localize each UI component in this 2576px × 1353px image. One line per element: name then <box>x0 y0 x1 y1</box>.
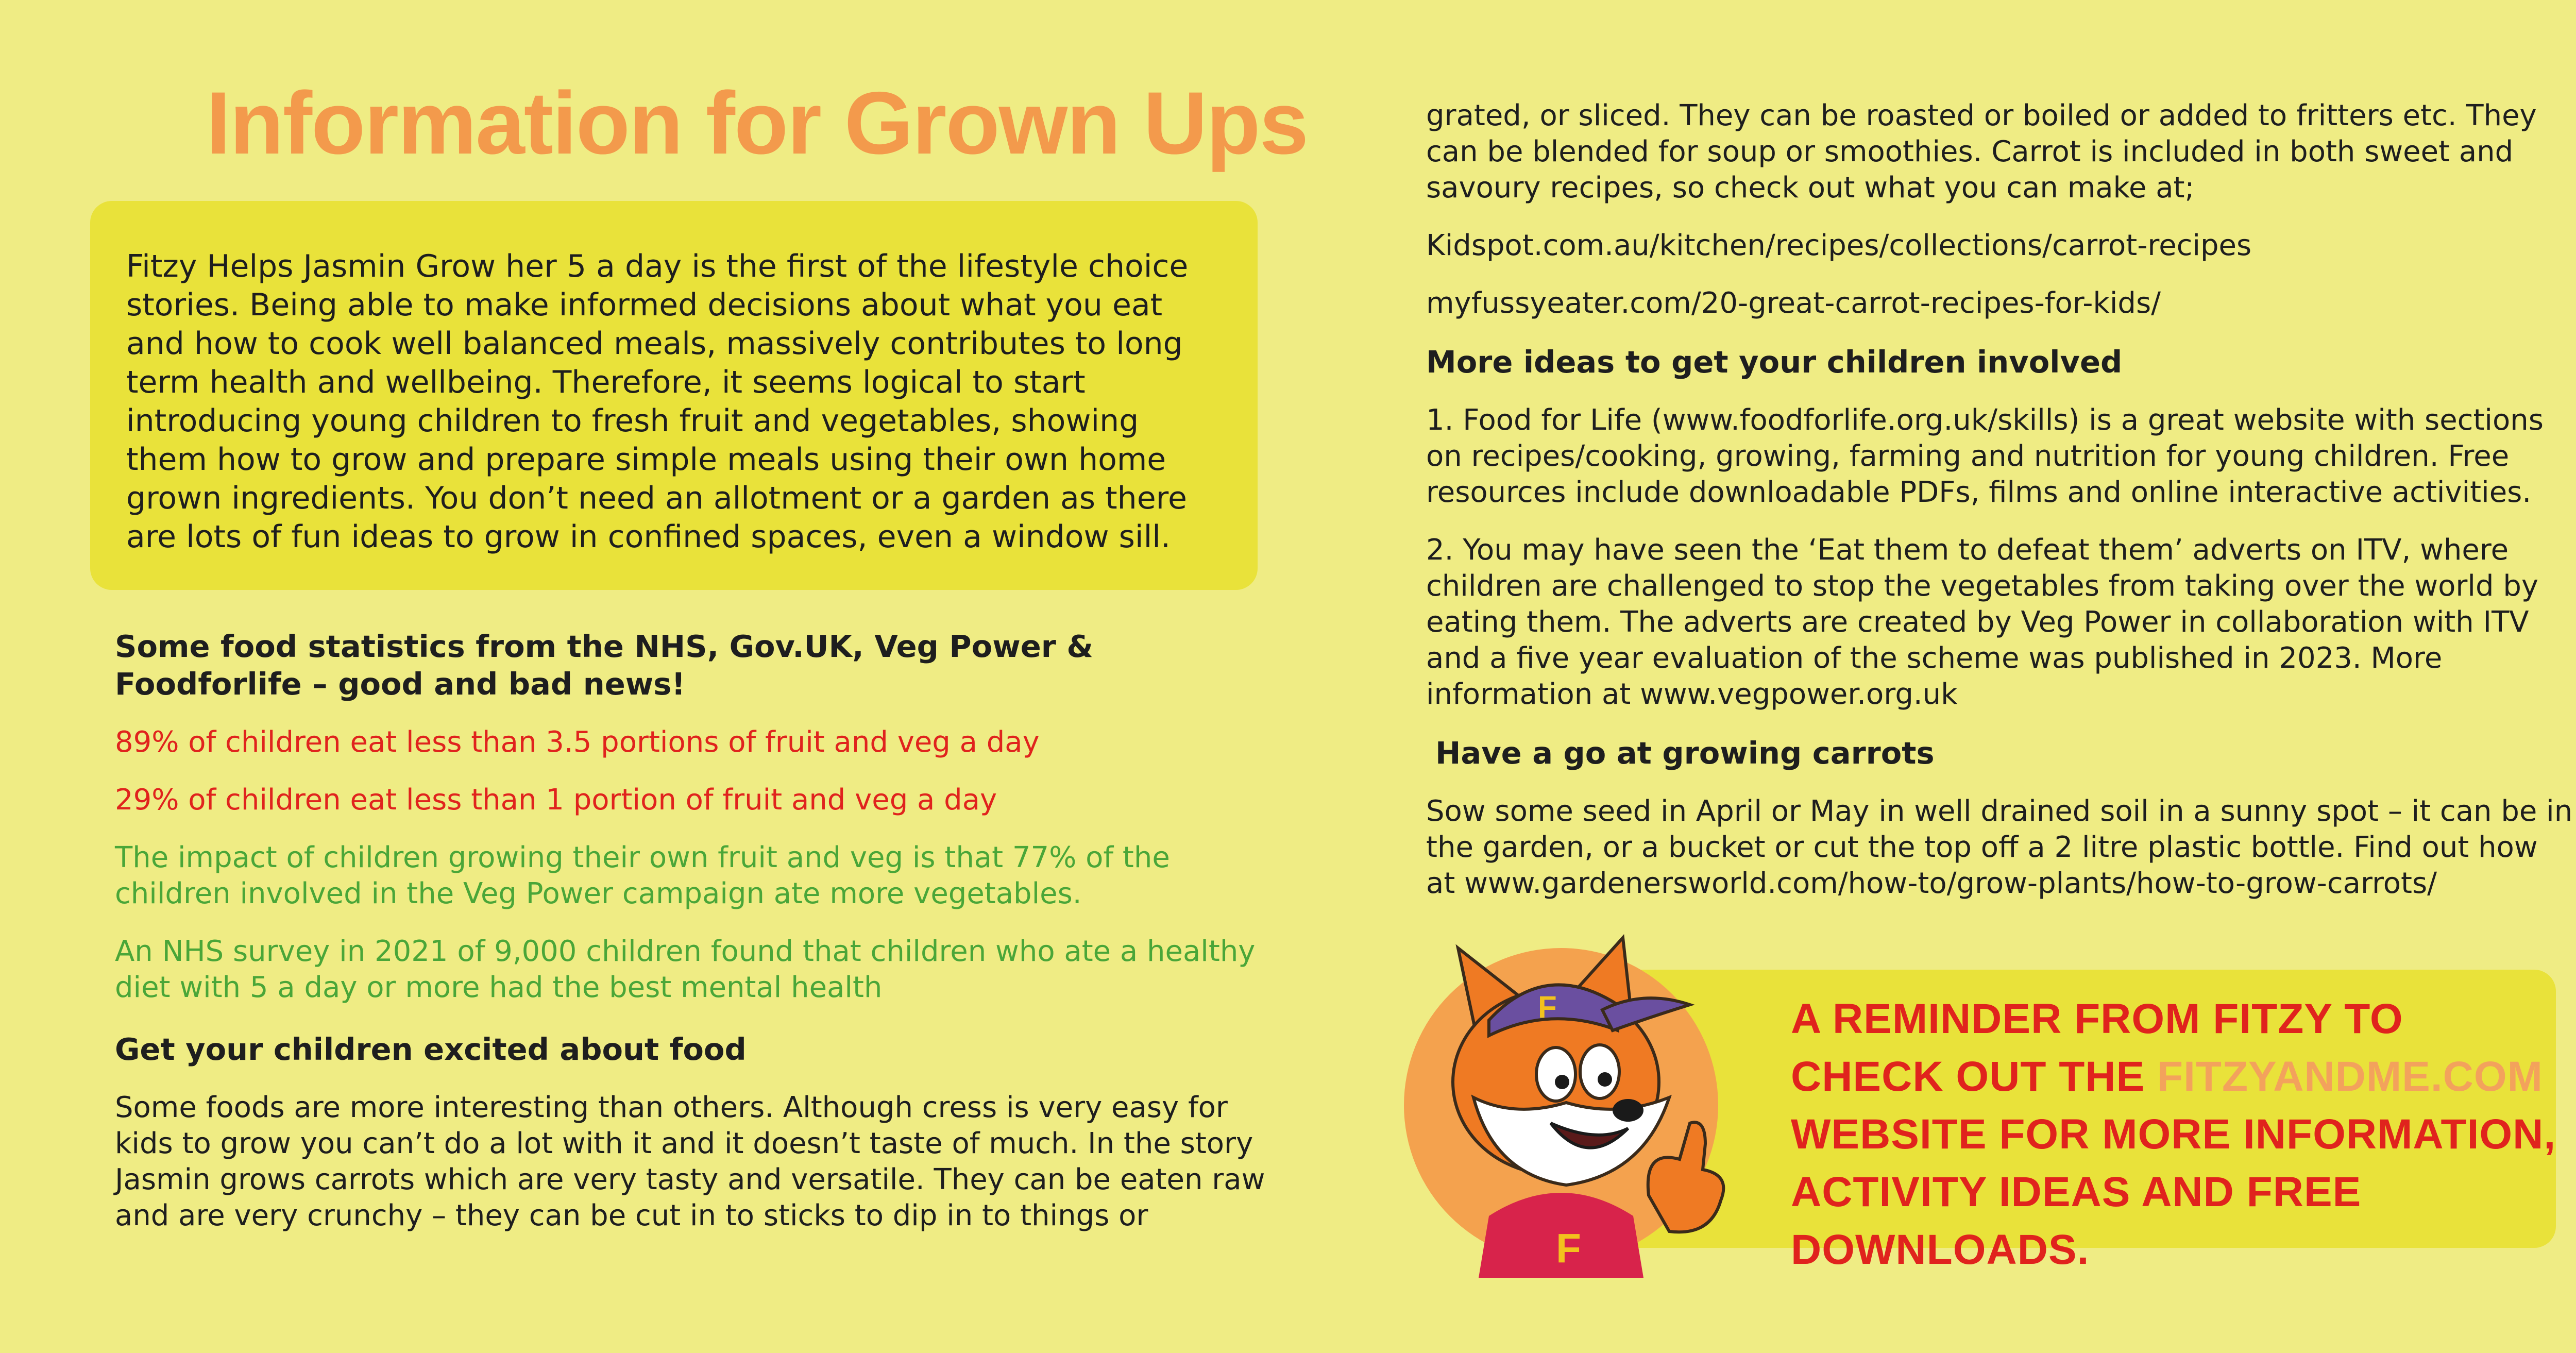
growing-body: Sow some seed in April or May in well drained soil in a sunny spot – it can be in the garden, or a bucket or cut the top off a 2 litre plastic bottle. Find out how at www.gardenersworld.com/how-to/grow-plants/how-to-grow-carrots/ <box>1426 794 2573 900</box>
promo-website-link: FITZYANDME.COM <box>2157 1053 2543 1100</box>
promo-text-part-1: A REMINDER FROM FITZY TO CHECK OUT THE <box>1791 995 2403 1100</box>
cap-letter: F <box>1538 990 1557 1024</box>
excited-heading: Get your children excited about food <box>115 1031 747 1067</box>
ideas-heading: More ideas to get your children involved <box>1426 344 2123 380</box>
intro-box <box>90 201 1258 590</box>
excited-continued: grated, or sliced. They can be roasted or boiled or added to fritters etc. They can be blended for soup or smoothies. Carrot is included in both sweet and savoury recipes, so check out what you can make at; <box>1426 99 2537 205</box>
fitzy-fox-mascot-icon <box>1401 927 1762 1278</box>
left-column <box>115 628 1269 1234</box>
shirt-letter: F <box>1556 1225 1581 1271</box>
stat-good-2: An NHS survey in 2021 of 9,000 children found that children who ate a healthy diet with 5 a day or more had the best mental health <box>115 935 1256 1004</box>
right-column <box>1426 98 2575 902</box>
stat-bad-2: 29% of children eat less than 1 portion of fruit and veg a day <box>115 783 997 817</box>
promo-text-part-2: WEBSITE FOR MORE INFORMATION, ACTIVITY IDEAS AND FREE DOWNLOADS. <box>1791 1111 2556 1273</box>
excited-body: Some foods are more interesting than others. Although cress is very easy for kids to grow you can’t do a lot with it and it doesn’t taste of much. In the story Jasmin grows carrots which are very tasty and versatile. They can be eaten raw and are very crunchy – they can be cut in to sticks to dip in to things or <box>115 1091 1265 1232</box>
page-title: Information for Grown Ups <box>206 74 1308 173</box>
growing-heading: Have a go at growing carrots <box>1435 735 1935 771</box>
recipe-link-1: Kidspot.com.au/kitchen/recipes/collections/carrot-recipes <box>1426 229 2252 262</box>
idea-item-1: 1. Food for Life (www.foodforlife.org.uk/skills) is a great website with sections on recipes/cooking, growing, farming and nutrition for young children. Free resources include downloadable PDFs, films and online interactive activities. <box>1426 403 2544 509</box>
idea-item-2: 2. You may have seen the ‘Eat them to defeat them’ adverts on ITV, where children are challenged to stop the vegetables from taking over the world by eating them. The adverts are created by Veg Power in collaboration with ITV and a five year evaluation of the scheme was published in 2023. More information at www.vegpower.org.uk <box>1426 533 2539 711</box>
stat-good-1: The impact of children growing their own fruit and veg is that 77% of the children involved in the Veg Power campaign ate more vegetables. <box>115 841 1170 910</box>
stat-bad-1: 89% of children eat less than 3.5 portions of fruit and veg a day <box>115 725 1040 759</box>
stats-heading: Some food statistics from the NHS, Gov.UK, Veg Power & Foodforlife – good and bad news! <box>115 629 1093 702</box>
recipe-link-2: myfussyeater.com/20-great-carrot-recipes-for-kids/ <box>1426 286 2161 320</box>
intro-text: Fitzy Helps Jasmin Grow her 5 a day is the first of the lifestyle choice stories. Being able to make informed decisions about what you eat and how to cook well balanced meals, massively contributes to long term health and wellbeing. Therefore, it seems logical to start introducing young children to fresh fruit and vegetables, showing them how to grow and prepare simple meals using their own home grown ingredients. You don’t need an allotment or a garden as there are lots of fun ideas to grow in confined spaces, even a window sill. <box>126 248 1189 555</box>
promo-text <box>1791 990 2564 1279</box>
